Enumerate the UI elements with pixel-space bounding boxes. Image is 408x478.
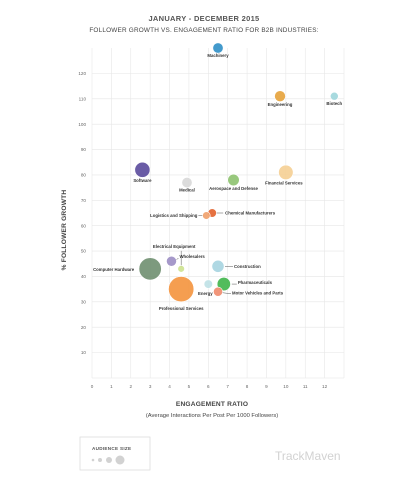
point-label: Logistics and Shipping <box>150 213 198 219</box>
point-label: Machinery <box>207 53 229 58</box>
point-label: Aerospace and Defense <box>209 186 258 191</box>
point-label: Electrical Equipment <box>152 243 196 249</box>
point-computer-hardware <box>139 258 161 280</box>
x-tick-label: 4 <box>168 384 171 389</box>
brand-logo: TrackMaven <box>275 449 341 463</box>
y-tick-label: 90 <box>80 147 86 153</box>
point-label: Energy <box>198 291 213 297</box>
y-tick-label: 110 <box>78 96 86 102</box>
legend-box <box>80 437 150 470</box>
y-axis-title: % FOLLOWER GROWTH <box>61 189 68 271</box>
point-machinery <box>213 43 223 53</box>
point-label: Engineering <box>267 102 293 108</box>
point-logistics-and-shipping <box>203 212 211 220</box>
y-tick-label: 30 <box>80 299 86 305</box>
y-tick-label: 70 <box>80 197 86 203</box>
chart-title: JANUARY - DECEMBER 2015 <box>148 14 260 23</box>
point-label: Biotech <box>326 101 343 107</box>
x-tick-label: 10 <box>283 384 289 389</box>
x-tick-label: 12 <box>322 384 328 389</box>
x-tick-label: 7 <box>226 384 229 389</box>
point-aerospace-and-defense <box>228 174 240 186</box>
y-tick-labels <box>78 71 86 355</box>
x-axis-subtitle: (Average Interactions Per Post Per 1000 Followers) <box>145 413 279 419</box>
y-tick-label: 50 <box>80 248 86 254</box>
y-tick-label: 10 <box>80 350 86 356</box>
point-electrical-equipment <box>178 265 185 272</box>
point-engineering <box>275 91 286 102</box>
y-tick-label: 60 <box>80 223 86 229</box>
point-label: Construction <box>234 263 261 269</box>
point-motor-vehicles-and-parts <box>213 287 222 296</box>
x-tick-label: 1 <box>110 384 113 389</box>
point-label: Wholesalers <box>179 254 205 260</box>
y-tick-label: 100 <box>78 121 86 127</box>
legend-size-1 <box>92 459 95 462</box>
legend-size-4 <box>116 456 125 465</box>
point-label: Medical <box>179 187 195 193</box>
point-label: Pharmaceuticals <box>237 280 272 286</box>
x-tick-labels <box>91 384 328 389</box>
x-tick-label: 2 <box>129 384 133 389</box>
x-tick-label: 3 <box>148 384 152 389</box>
legend-size-2 <box>98 458 102 462</box>
y-tick-label: 40 <box>80 274 86 280</box>
x-tick-label: 0 <box>90 384 94 389</box>
y-tick-label: 20 <box>80 324 86 330</box>
y-tick-label: 80 <box>80 172 86 178</box>
legend-size-3 <box>106 457 112 463</box>
legend <box>80 437 150 470</box>
point-financial-services <box>279 165 294 180</box>
point-label: Motor Vehicles and Parts <box>232 290 284 296</box>
point-energy <box>204 280 213 289</box>
point-wholesalers <box>166 256 176 266</box>
x-tick-label: 5 <box>187 384 191 389</box>
label-leader <box>222 293 231 294</box>
point-software <box>135 162 150 177</box>
x-tick-label: 6 <box>207 384 210 389</box>
point-medical <box>182 177 192 187</box>
x-tick-label: 8 <box>245 384 249 389</box>
point-construction <box>212 260 224 272</box>
x-axis-title: ENGAGEMENT RATIO <box>175 401 249 408</box>
point-biotech <box>330 92 338 100</box>
x-tick-label: 11 <box>302 384 308 389</box>
legend-title: AUDIENCE SIZE <box>92 446 132 451</box>
point-label: Chemical Manufacturers <box>225 210 276 216</box>
point-professional-services <box>168 276 193 301</box>
point-label: Software <box>133 177 152 183</box>
chart-subtitle: FOLLOWER GROWTH VS. ENGAGEMENT RATIO FOR B2B INDUSTRIES: <box>89 27 319 34</box>
point-label: Computer Hardware <box>93 266 135 272</box>
y-tick-label: 120 <box>78 70 86 76</box>
point-label: Professional Services <box>158 306 204 312</box>
x-tick-label: 9 <box>265 384 268 389</box>
point-label: Financial Services <box>265 180 303 186</box>
